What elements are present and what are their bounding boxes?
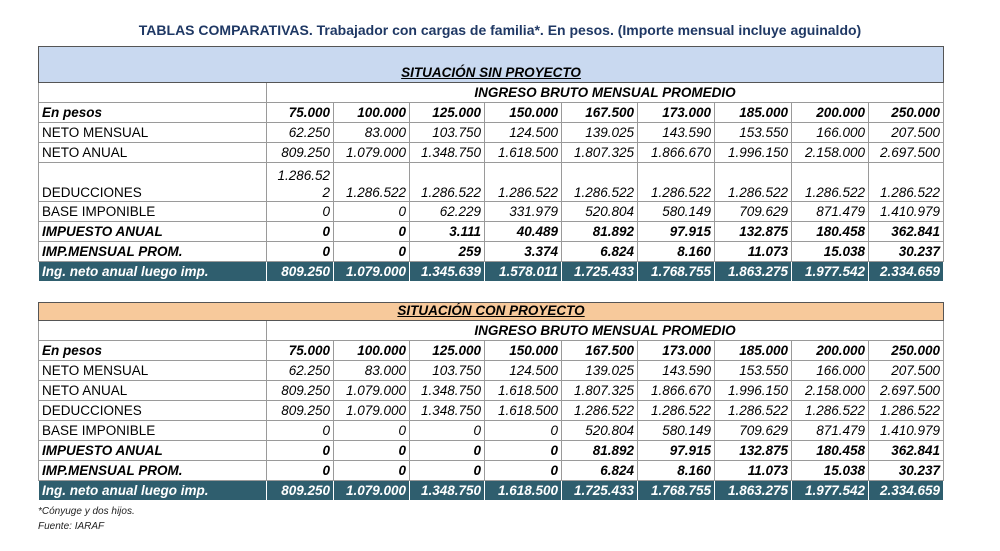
table-cell: 259 [410, 242, 485, 262]
table-cell: 1.618.500 [485, 401, 562, 421]
table-cell: 1.286.522 [410, 163, 485, 202]
footnote: *Cónyuge y dos hijos. [38, 506, 135, 517]
table-cell: 871.479 [792, 421, 869, 441]
wrapped-line: 2 [322, 185, 330, 200]
table-cell: 11.073 [715, 461, 792, 481]
table-cell: 709.629 [715, 421, 792, 441]
table-cell: 1.286.522 [715, 401, 792, 421]
table-cell: 809.250 [267, 381, 334, 401]
table-cell: 1.286.522 [334, 163, 410, 202]
table-subheader: INGRESO BRUTO MENSUAL PROMEDIO [267, 83, 944, 103]
table-cell: 0 [267, 242, 334, 262]
table-cell: 6.824 [562, 242, 638, 262]
table-row [39, 242, 944, 262]
column-header: 200.000 [792, 341, 869, 361]
table-cell: 1.725.433 [562, 262, 638, 282]
table-cell: 15.038 [792, 461, 869, 481]
table-cell: 1.286.522 [792, 401, 869, 421]
table-cell: 1.286.522 [562, 401, 638, 421]
document-title: TABLAS COMPARATIVAS. Trabajador con cargas de familia*. En pesos. (Importe mensual incluye aguinaldo) [138, 22, 862, 38]
table-cell: 1.725.433 [562, 481, 638, 501]
column-header: 100.000 [334, 103, 410, 123]
table-cell: 1.286.522 [638, 163, 715, 202]
table-cell: 166.000 [792, 361, 869, 381]
table-cell: 1.807.325 [562, 381, 638, 401]
row-label: NETO MENSUAL [39, 361, 267, 381]
column-header: 100.000 [334, 341, 410, 361]
table-cell: 81.892 [562, 441, 638, 461]
table-cell: 2.158.000 [792, 143, 869, 163]
table-cell: 1.079.000 [334, 481, 410, 501]
table-con-proyecto [38, 302, 944, 501]
table-cell: 1.996.150 [715, 381, 792, 401]
table-cell: 362.841 [869, 222, 944, 242]
table-cell: 0 [334, 421, 410, 441]
table-cell: 30.237 [869, 461, 944, 481]
column-header: 185.000 [715, 103, 792, 123]
column-header: 125.000 [410, 341, 485, 361]
table-cell: 1.348.750 [410, 381, 485, 401]
table-cell: 1.618.500 [485, 143, 562, 163]
table-cell: 1.768.755 [638, 481, 715, 501]
table-cell: 520.804 [562, 421, 638, 441]
table-cell: 0 [485, 421, 562, 441]
table-cell: 0 [410, 461, 485, 481]
table-cell: 1.578.011 [485, 262, 562, 282]
table-cell: 139.025 [562, 123, 638, 143]
table-row [39, 441, 944, 461]
table-cell: 520.804 [562, 202, 638, 222]
table-cell: 809.250 [267, 401, 334, 421]
table-cell: 83.000 [334, 123, 410, 143]
table-cell: 0 [334, 242, 410, 262]
column-header: 167.500 [562, 341, 638, 361]
table-row [39, 461, 944, 481]
table-cell: 0 [334, 222, 410, 242]
table-subheader: INGRESO BRUTO MENSUAL PROMEDIO [267, 321, 944, 341]
table-cell: 40.489 [485, 222, 562, 242]
row-label: Ing. neto anual luego imp. [39, 481, 267, 501]
head-label: En pesos [39, 103, 267, 123]
table-cell: 2.697.500 [869, 143, 944, 163]
table-cell: 124.500 [485, 123, 562, 143]
table-cell: 0 [334, 441, 410, 461]
row-label: IMPUESTO ANUAL [39, 222, 267, 242]
column-header: 125.000 [410, 103, 485, 123]
column-header: 173.000 [638, 103, 715, 123]
table-cell: 0 [485, 461, 562, 481]
table-cell: 1.410.979 [869, 202, 944, 222]
table-cell: 97.915 [638, 441, 715, 461]
table-row [39, 401, 944, 421]
table-cell: 0 [334, 202, 410, 222]
table-cell: 153.550 [715, 361, 792, 381]
table-cell: 180.458 [792, 222, 869, 242]
table-cell: 139.025 [562, 361, 638, 381]
table-cell: 1.618.500 [485, 481, 562, 501]
table-cell: 3.374 [485, 242, 562, 262]
table-row [39, 143, 944, 163]
table-cell: 1.286.522 [638, 401, 715, 421]
table-row [39, 381, 944, 401]
table-cell: 8.160 [638, 242, 715, 262]
table-cell: 30.237 [869, 242, 944, 262]
table-row [39, 202, 944, 222]
table-row [39, 421, 944, 441]
table-cell: 1.866.670 [638, 381, 715, 401]
table-cell: 1.079.000 [334, 262, 410, 282]
row-label: Ing. neto anual luego imp. [39, 262, 267, 282]
table-cell: 166.000 [792, 123, 869, 143]
table-cell: 1.977.542 [792, 481, 869, 501]
table-cell: 809.250 [267, 262, 334, 282]
row-label: DEDUCCIONES [39, 401, 267, 421]
table-cell: 0 [267, 222, 334, 242]
table-cell: 2.697.500 [869, 381, 944, 401]
table-cell: 1.079.000 [334, 381, 410, 401]
table-cell: 103.750 [410, 123, 485, 143]
table-cell: 871.479 [792, 202, 869, 222]
table-banner: SITUACIÓN CON PROYECTO [39, 303, 944, 321]
table-cell: 2.334.659 [869, 481, 944, 501]
table-cell: 62.250 [267, 123, 334, 143]
table-cell: 1.286.522 [562, 163, 638, 202]
table-row-total [39, 481, 944, 501]
row-label: IMP.MENSUAL PROM. [39, 461, 267, 481]
table-cell: 1.345.639 [410, 262, 485, 282]
table-cell: 3.111 [410, 222, 485, 242]
table-cell: 580.149 [638, 202, 715, 222]
table-cell: 1.348.750 [410, 401, 485, 421]
table-cell: 81.892 [562, 222, 638, 242]
table-cell: 103.750 [410, 361, 485, 381]
table-cell: 2.334.659 [869, 262, 944, 282]
table-cell: 1.807.325 [562, 143, 638, 163]
table-cell: 143.590 [638, 123, 715, 143]
column-header: 185.000 [715, 341, 792, 361]
table-cell: 83.000 [334, 361, 410, 381]
row-label: NETO MENSUAL [39, 123, 267, 143]
column-header: 150.000 [485, 103, 562, 123]
column-header: 150.000 [485, 341, 562, 361]
table-cell: 331.979 [485, 202, 562, 222]
table-cell: 62.229 [410, 202, 485, 222]
table-cell: 1.977.542 [792, 262, 869, 282]
table-cell: 1.996.150 [715, 143, 792, 163]
row-label: BASE IMPONIBLE [39, 202, 267, 222]
table-cell: 62.250 [267, 361, 334, 381]
table-cell: 132.875 [715, 222, 792, 242]
table-row [39, 361, 944, 381]
table-cell: 809.250 [267, 143, 334, 163]
table-cell: 1.348.750 [410, 481, 485, 501]
table-cell: 580.149 [638, 421, 715, 441]
table-cell-wrapped [267, 163, 334, 202]
column-header: 75.000 [267, 103, 334, 123]
table-cell: 1.863.275 [715, 481, 792, 501]
column-header: 167.500 [562, 103, 638, 123]
table-cell: 207.500 [869, 123, 944, 143]
column-header: 75.000 [267, 341, 334, 361]
table-cell: 1.348.750 [410, 143, 485, 163]
table-cell: 0 [410, 421, 485, 441]
table-cell: 132.875 [715, 441, 792, 461]
table-cell: 97.915 [638, 222, 715, 242]
table-cell: 0 [267, 202, 334, 222]
table-cell: 1.863.275 [715, 262, 792, 282]
table-cell: 0 [267, 461, 334, 481]
table-cell: 180.458 [792, 441, 869, 461]
table-cell: 809.250 [267, 481, 334, 501]
head-label: En pesos [39, 341, 267, 361]
table-cell: 11.073 [715, 242, 792, 262]
row-label: IMPUESTO ANUAL [39, 441, 267, 461]
table-cell: 1.768.755 [638, 262, 715, 282]
row-label: NETO ANUAL [39, 143, 267, 163]
table-cell: 0 [267, 421, 334, 441]
table-cell: 1.079.000 [334, 143, 410, 163]
row-label: DEDUCCIONES [39, 163, 267, 202]
source-note: Fuente: IARAF [38, 521, 105, 532]
table-cell: 362.841 [869, 441, 944, 461]
table-cell: 1.286.522 [715, 163, 792, 202]
table-cell: 124.500 [485, 361, 562, 381]
table-cell: 15.038 [792, 242, 869, 262]
row-label: NETO ANUAL [39, 381, 267, 401]
table-cell: 2.158.000 [792, 381, 869, 401]
table-cell: 1.866.670 [638, 143, 715, 163]
column-header: 250.000 [869, 103, 944, 123]
table-cell: 1.286.522 [869, 401, 944, 421]
table-cell: 0 [410, 441, 485, 461]
table-cell: 1.410.979 [869, 421, 944, 441]
table-cell: 153.550 [715, 123, 792, 143]
table-cell: 0 [334, 461, 410, 481]
row-label: IMP.MENSUAL PROM. [39, 242, 267, 262]
wrapped-line: 1.286.52 [277, 168, 330, 183]
table-cell: 1.079.000 [334, 401, 410, 421]
table-cell: 0 [267, 441, 334, 461]
table-sin-proyecto [38, 46, 944, 282]
column-header: 250.000 [869, 341, 944, 361]
table-row-total [39, 262, 944, 282]
table-cell: 8.160 [638, 461, 715, 481]
table-cell: 709.629 [715, 202, 792, 222]
table-cell: 6.824 [562, 461, 638, 481]
table-cell: 1.286.522 [485, 163, 562, 202]
table-row [39, 163, 944, 202]
column-header: 173.000 [638, 341, 715, 361]
table-cell: 1.618.500 [485, 381, 562, 401]
empty-cell [39, 321, 267, 341]
empty-cell [39, 83, 267, 103]
table-cell: 1.286.522 [869, 163, 944, 202]
table-cell: 1.286.522 [792, 163, 869, 202]
row-label: BASE IMPONIBLE [39, 421, 267, 441]
column-header: 200.000 [792, 103, 869, 123]
table-row [39, 222, 944, 242]
table-row [39, 123, 944, 143]
table-banner: SITUACIÓN SIN PROYECTO [39, 47, 944, 83]
table-cell: 207.500 [869, 361, 944, 381]
table-cell: 0 [485, 441, 562, 461]
table-cell: 143.590 [638, 361, 715, 381]
